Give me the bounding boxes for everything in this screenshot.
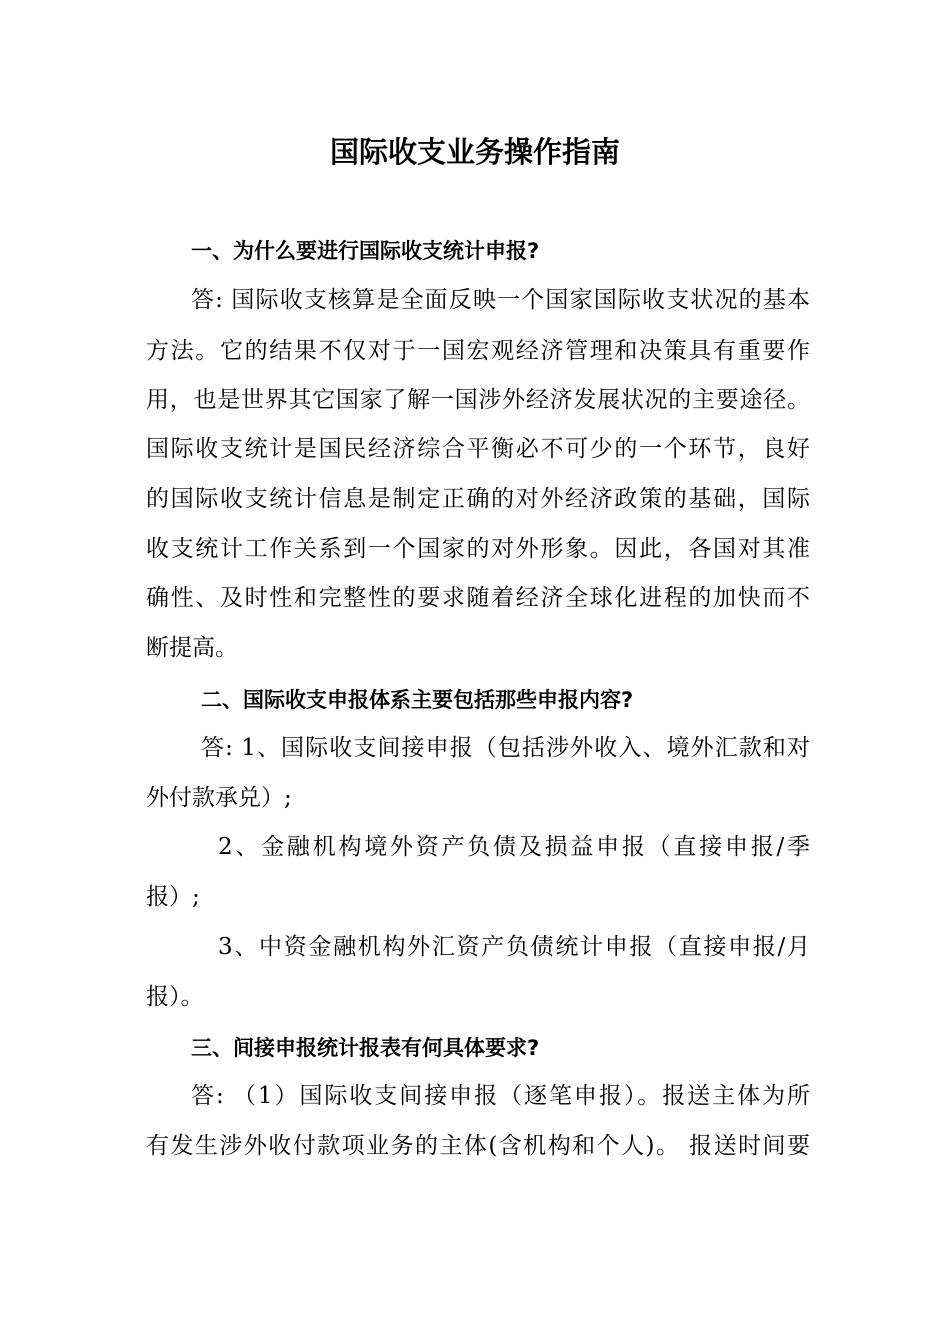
paragraph-line: 报）。 — [146, 984, 204, 1010]
paragraph-line: 用，也是世界其它国家了解一国涉外经济发展状况的主要途径。 — [146, 387, 810, 413]
paragraph-line: 国际收支统计是国民经济综合平衡必不可少的一个环节，良好 — [146, 436, 810, 462]
document-title: 国际收支业务操作指南 — [329, 135, 620, 169]
paragraph-line: 3、中资金融机构外汇资产负债统计申报（直接申报/月 — [218, 934, 810, 960]
section-heading-2: 二、国际收支申报体系主要包括那些申报内容? — [201, 688, 634, 712]
paragraph-line: 报）; — [146, 884, 200, 910]
section-heading-3: 三、间接申报统计报表有何具体要求? — [191, 1036, 540, 1060]
paragraph-line: 答: 国际收支核算是全面反映一个国家国际收支状况的基本 — [191, 287, 810, 313]
paragraph-line: 确性、及时性和完整性的要求随着经济全球化进程的加快而不 — [146, 585, 810, 611]
paragraph-line: 的国际收支统计信息是制定正确的对外经济政策的基础，国际 — [146, 486, 810, 512]
paragraph-line: 答: 1、国际收支间接申报（包括涉外收入、境外汇款和对 — [201, 735, 810, 761]
paragraph-line: 收支统计工作关系到一个国家的对外形象。因此，各国对其准 — [146, 536, 810, 562]
paragraph-line: 方法。它的结果不仅对于一国宏观经济管理和决策具有重要作 — [146, 338, 810, 364]
section-heading-1: 一、为什么要进行国际收支统计申报? — [191, 239, 540, 263]
paragraph-line: 断提高。 — [146, 635, 238, 661]
paragraph-line: 有发生涉外收付款项业务的主体(含机构和个人)。 报送时间要 — [146, 1133, 810, 1159]
paragraph-line: 2、金融机构境外资产负债及损益申报（直接申报/季 — [218, 834, 810, 860]
paragraph-line: 答: （1）国际收支间接申报（逐笔申报）。报送主体为所 — [191, 1083, 810, 1109]
paragraph-line: 外付款承兑）; — [146, 785, 292, 811]
